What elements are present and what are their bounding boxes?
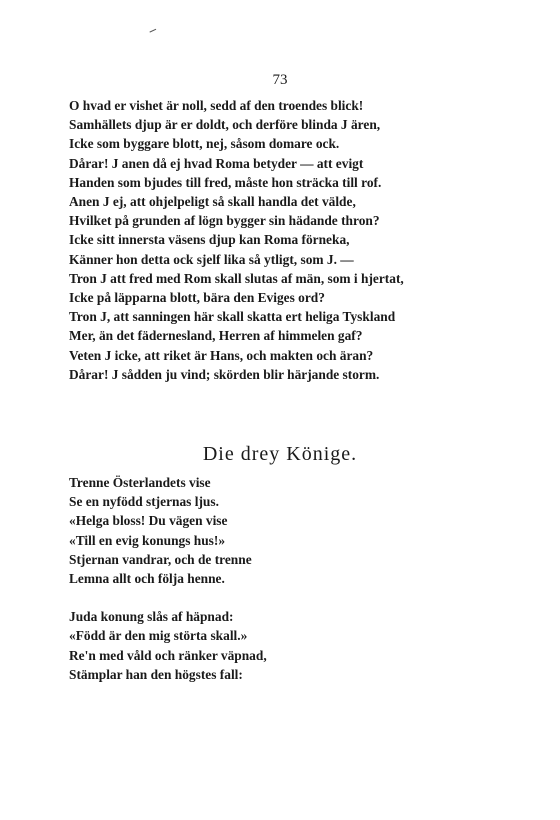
poem-line: «Född är den mig störta skall.»: [69, 628, 248, 644]
poem-title: Die drey Könige.: [202, 443, 358, 465]
poem-stanza: [69, 473, 469, 588]
poem-line: Tron J att fred med Rom skall slutas af män, som i hjertat,: [69, 270, 404, 286]
poem-line: Hvilket på grunden af lögn bygger sin hädande thron?: [69, 213, 380, 229]
poem-line: Anen J ej, att ohjelpeligt så skall handla det välde,: [69, 194, 356, 210]
poem-line: Se en nyfödd stjernas ljus.: [69, 494, 219, 510]
poem-line: Icke på läpparna blott, bära den Eviges ord?: [69, 290, 325, 306]
poem-stanza: [69, 607, 469, 684]
poem-line: «Helga bloss! Du vägen vise: [69, 513, 228, 529]
poem-line: Lemna allt och följa henne.: [69, 571, 225, 587]
poem-line: Icke sitt innersta väsens djup kan Roma förneka,: [69, 232, 350, 248]
poem-body: [69, 473, 469, 684]
poem-line: Mer, än det fädernesland, Herren af himmelen gaf?: [69, 328, 363, 344]
ink-speck: [149, 29, 157, 36]
poem-line: Handen som bjudes till fred, måste hon sträcka till rof.: [69, 174, 382, 190]
poem-stanza: [69, 96, 489, 384]
poem-line: Icke som byggare blott, nej, såsom domare ock.: [69, 136, 340, 152]
poem-line: Re'n med våld och ränker väpnad,: [69, 647, 267, 663]
poem-line: Samhällets djup är er doldt, och derföre blinda J ären,: [69, 117, 381, 133]
poem-line: Dårar! J anen då ej hvad Roma betyder — att evigt: [69, 155, 364, 171]
poem-line: Veten J icke, att riket är Hans, och makten och äran?: [69, 347, 374, 363]
poem-line: Dårar! J sådden ju vind; skörden blir härjande storm.: [69, 366, 380, 382]
poem-line: Tron J, att sanningen här skall skatta ert heliga Tyskland: [69, 309, 396, 325]
poem-line: Stämplar han den högstes fall:: [69, 666, 243, 682]
poem-line: O hvad er vishet är noll, sedd af den troendes blick!: [69, 98, 364, 113]
poem-line: Trenne Österlandets vise: [69, 475, 211, 490]
stanza-break: [69, 588, 469, 607]
poem-line: Stjernan vandrar, och de trenne: [69, 551, 252, 567]
poem-line: Juda konung slås af häpnad:: [69, 609, 234, 625]
poem-line: Känner hon detta ock sjelf lika så ytligt, som J. —: [69, 251, 354, 267]
page-number: 73: [272, 72, 288, 88]
poem-line: «Till en evig konungs hus!»: [69, 532, 226, 548]
